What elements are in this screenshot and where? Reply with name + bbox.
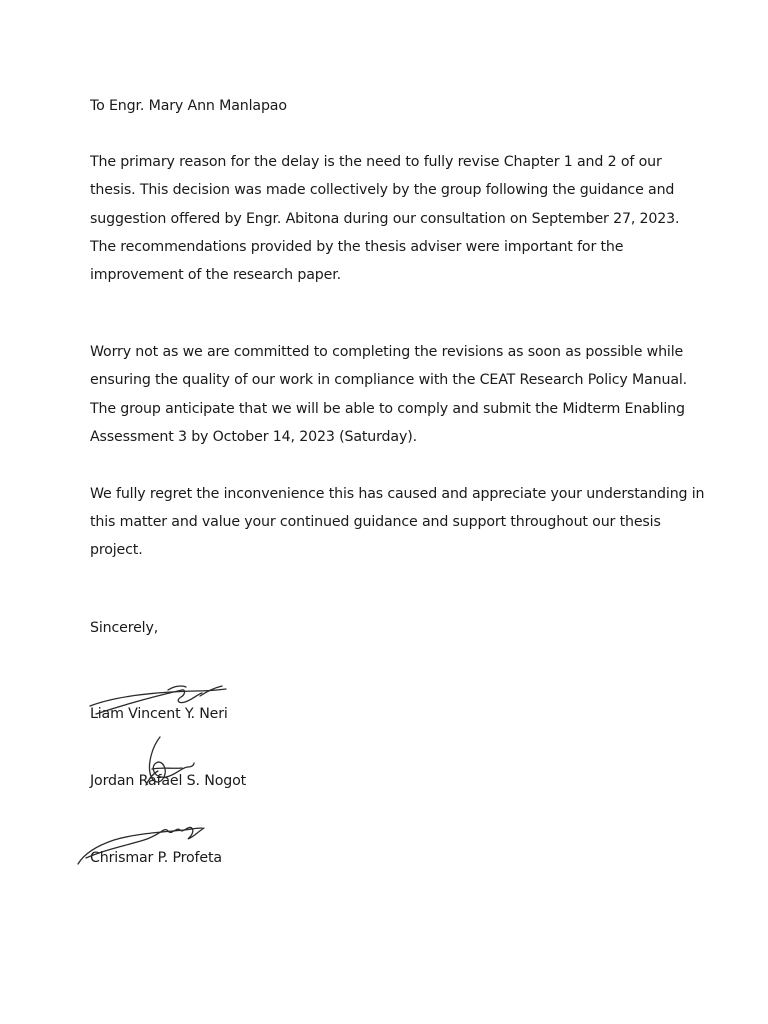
handwritten-signature-icon: [132, 733, 212, 793]
text-line: improvement of the research paper.: [90, 267, 341, 284]
text-line: We fully regret the inconvenience this has caused and appreciate your understanding in: [90, 486, 705, 503]
text-line: The group anticipate that we will be able to comply and submit the Midterm Enabling: [90, 400, 685, 417]
text-line: suggestion offered by Engr. Abitona during our consultation on September 27, 2023.: [90, 210, 680, 227]
paragraph-commitment: [90, 338, 690, 451]
text-line: Worry not as we are committed to completing the revisions as soon as possible while: [90, 344, 684, 361]
signatory-block: [90, 771, 410, 791]
text-line: The primary reason for the delay is the need to fully revise Chapter 1 and 2 of our: [90, 154, 662, 171]
letter-body: [90, 92, 705, 642]
signatory-name: Liam Vincent Y. Neri: [90, 706, 228, 722]
text-line: The recommendations provided by the thesis adviser were important for the: [90, 238, 624, 255]
text-line: thesis. This decision was made collectively by the group following the guidance and: [90, 182, 675, 199]
signatory-block: [90, 704, 410, 724]
signatory-block: [90, 848, 410, 868]
text-line: ensuring the quality of our work in compliance with the CEAT Research Policy Manual.: [90, 372, 688, 389]
paragraph-apology: [90, 480, 705, 565]
closing: Sincerely,: [90, 619, 159, 636]
salutation: To Engr. Mary Ann Manlapao: [90, 98, 287, 114]
handwritten-signature-icon: [74, 818, 224, 868]
text-line: this matter and value your continued guidance and support throughout our thesis: [90, 514, 661, 531]
handwritten-signature-icon: [86, 682, 236, 722]
signatory-name: Jordan Rafael S. Nogot: [90, 773, 247, 789]
signatory-name: Chrismar P. Profeta: [90, 850, 222, 866]
paragraph-delay-reason: [90, 148, 690, 289]
text-line: Assessment 3 by October 14, 2023 (Saturday).: [90, 428, 417, 445]
text-line: project.: [90, 542, 143, 559]
